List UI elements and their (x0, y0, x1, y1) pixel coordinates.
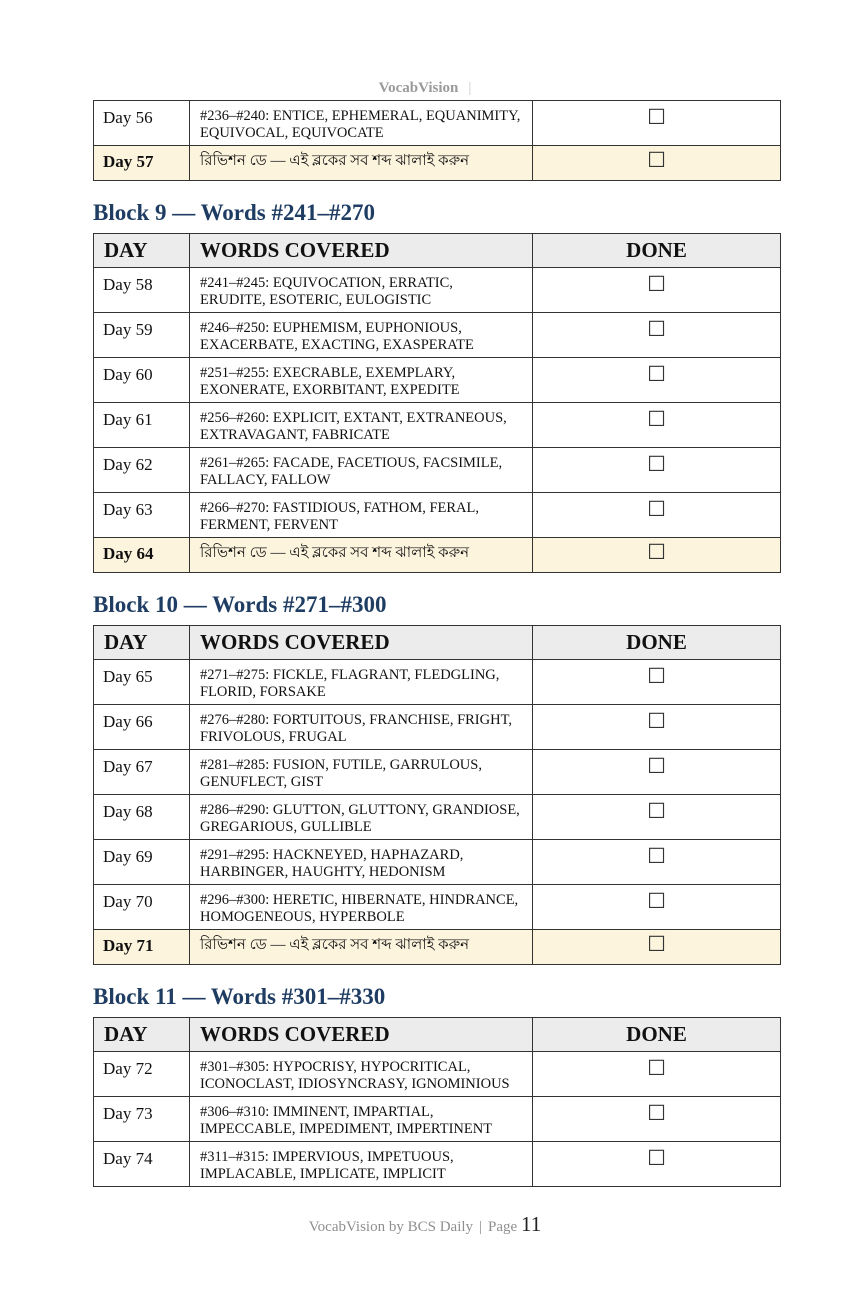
day-header: DAY (94, 1018, 190, 1052)
header-title: VocabVision (378, 80, 459, 96)
done-checkbox[interactable]: ☐ (533, 1097, 781, 1142)
page-number: 11 (520, 1212, 542, 1236)
table-row (94, 1142, 781, 1187)
table-row (94, 750, 781, 795)
day-cell: Day 63 (94, 493, 190, 538)
block-schedule-table (93, 1017, 781, 1187)
table-row (94, 358, 781, 403)
table-row (94, 840, 781, 885)
done-checkbox[interactable]: ☐ (533, 795, 781, 840)
page-footer (0, 1212, 850, 1237)
day-cell: Day 66 (94, 705, 190, 750)
footer-separator: | (479, 1219, 483, 1235)
table-row (94, 493, 781, 538)
block-title: Block 9 — Words #241–#270 (93, 200, 375, 225)
day-cell: Day 73 (94, 1097, 190, 1142)
done-header: DONE (533, 1018, 781, 1052)
block-schedule-table (93, 625, 781, 965)
day-cell: Day 60 (94, 358, 190, 403)
words-covered-cell: #251–#255: EXECRABLE, EXEMPLARY, EXONERATE, EXORBITANT, EXPEDITE (190, 358, 533, 403)
block-title: Block 10 — Words #271–#300 (93, 592, 387, 617)
footer-text: VocabVision by BCS Daily (308, 1219, 474, 1235)
done-checkbox[interactable]: ☐ (533, 1142, 781, 1187)
done-checkbox[interactable]: ☐ (533, 268, 781, 313)
block-title: Block 11 — Words #301–#330 (93, 984, 386, 1009)
done-checkbox[interactable]: ☐ (533, 840, 781, 885)
header-row (94, 1018, 781, 1052)
done-checkbox[interactable]: ☐ (533, 885, 781, 930)
table-row (94, 403, 781, 448)
done-checkbox[interactable]: ☐ (533, 101, 781, 146)
day-cell: Day 56 (94, 101, 190, 146)
continued-schedule-table (93, 100, 781, 181)
done-checkbox[interactable]: ☐ (533, 493, 781, 538)
done-header: DONE (533, 626, 781, 660)
words-covered-header: WORDS COVERED (190, 1018, 533, 1052)
revision-note: রিভিশন ডে — এই ব্লকের সব শব্দ ঝালাই করুন (190, 146, 533, 181)
day-cell: Day 64 (94, 538, 190, 573)
day-cell: Day 70 (94, 885, 190, 930)
words-covered-header: WORDS COVERED (190, 626, 533, 660)
day-cell: Day 58 (94, 268, 190, 313)
day-cell: Day 61 (94, 403, 190, 448)
done-checkbox[interactable]: ☐ (533, 930, 781, 965)
done-checkbox[interactable]: ☐ (533, 750, 781, 795)
day-cell: Day 59 (94, 313, 190, 358)
done-checkbox[interactable]: ☐ (533, 358, 781, 403)
header-row (94, 234, 781, 268)
words-covered-cell: #271–#275: FICKLE, FLAGRANT, FLEDGLING, FLORID, FORSAKE (190, 660, 533, 705)
table-row (94, 101, 781, 146)
day-header: DAY (94, 234, 190, 268)
words-covered-header: WORDS COVERED (190, 234, 533, 268)
day-cell: Day 71 (94, 930, 190, 965)
words-covered-cell: #276–#280: FORTUITOUS, FRANCHISE, FRIGHT, FRIVOLOUS, FRUGAL (190, 705, 533, 750)
words-covered-cell: #261–#265: FACADE, FACETIOUS, FACSIMILE, FALLACY, FALLOW (190, 448, 533, 493)
table-row (94, 795, 781, 840)
table-row (94, 705, 781, 750)
revision-row (94, 146, 781, 181)
day-cell: Day 74 (94, 1142, 190, 1187)
words-covered-cell: #236–#240: ENTICE, EPHEMERAL, EQUANIMITY, EQUIVOCAL, EQUIVOCATE (190, 101, 533, 146)
done-checkbox[interactable]: ☐ (533, 538, 781, 573)
done-checkbox[interactable]: ☐ (533, 448, 781, 493)
words-covered-cell: #286–#290: GLUTTON, GLUTTONY, GRANDIOSE, GREGARIOUS, GULLIBLE (190, 795, 533, 840)
words-covered-cell: #241–#245: EQUIVOCATION, ERRATIC, ERUDITE, ESOTERIC, EULOGISTIC (190, 268, 533, 313)
blocks-container (93, 200, 780, 1187)
done-checkbox[interactable]: ☐ (533, 146, 781, 181)
table-row (94, 660, 781, 705)
words-covered-cell: #266–#270: FASTIDIOUS, FATHOM, FERAL, FERMENT, FERVENT (190, 493, 533, 538)
table-row (94, 313, 781, 358)
words-covered-cell: #296–#300: HERETIC, HIBERNATE, HINDRANCE, HOMOGENEOUS, HYPERBOLE (190, 885, 533, 930)
revision-row (94, 930, 781, 965)
table-row (94, 268, 781, 313)
revision-row (94, 538, 781, 573)
revision-note: রিভিশন ডে — এই ব্লকের সব শব্দ ঝালাই করুন (190, 930, 533, 965)
words-covered-cell: #291–#295: HACKNEYED, HAPHAZARD, HARBINGER, HAUGHTY, HEDONISM (190, 840, 533, 885)
words-covered-cell: #246–#250: EUPHEMISM, EUPHONIOUS, EXACERBATE, EXACTING, EXASPERATE (190, 313, 533, 358)
header-row (94, 626, 781, 660)
day-cell: Day 62 (94, 448, 190, 493)
day-cell: Day 69 (94, 840, 190, 885)
continued-schedule-body (94, 101, 781, 181)
revision-note: রিভিশন ডে — এই ব্লকের সব শব্দ ঝালাই করুন (190, 538, 533, 573)
done-checkbox[interactable]: ☐ (533, 403, 781, 448)
table-row (94, 1097, 781, 1142)
words-covered-cell: #301–#305: HYPOCRISY, HYPOCRITICAL, ICONOCLAST, IDIOSYNCRASY, IGNOMINIOUS (190, 1052, 533, 1097)
table-row (94, 1052, 781, 1097)
done-checkbox[interactable]: ☐ (533, 660, 781, 705)
day-header: DAY (94, 626, 190, 660)
words-covered-cell: #306–#310: IMMINENT, IMPARTIAL, IMPECCABLE, IMPEDIMENT, IMPERTINENT (190, 1097, 533, 1142)
words-covered-cell: #256–#260: EXPLICIT, EXTANT, EXTRANEOUS, EXTRAVAGANT, FABRICATE (190, 403, 533, 448)
done-checkbox[interactable]: ☐ (533, 1052, 781, 1097)
page-content (93, 100, 780, 1187)
day-cell: Day 67 (94, 750, 190, 795)
day-cell: Day 57 (94, 146, 190, 181)
table-row (94, 448, 781, 493)
day-cell: Day 72 (94, 1052, 190, 1097)
running-header (0, 80, 850, 97)
done-checkbox[interactable]: ☐ (533, 705, 781, 750)
table-row (94, 885, 781, 930)
done-checkbox[interactable]: ☐ (533, 313, 781, 358)
header-separator: | (468, 80, 472, 96)
done-header: DONE (533, 234, 781, 268)
footer-page-label: Page (488, 1219, 518, 1235)
block-schedule-table (93, 233, 781, 573)
day-cell: Day 65 (94, 660, 190, 705)
words-covered-cell: #281–#285: FUSION, FUTILE, GARRULOUS, GENUFLECT, GIST (190, 750, 533, 795)
words-covered-cell: #311–#315: IMPERVIOUS, IMPETUOUS, IMPLACABLE, IMPLICATE, IMPLICIT (190, 1142, 533, 1187)
day-cell: Day 68 (94, 795, 190, 840)
